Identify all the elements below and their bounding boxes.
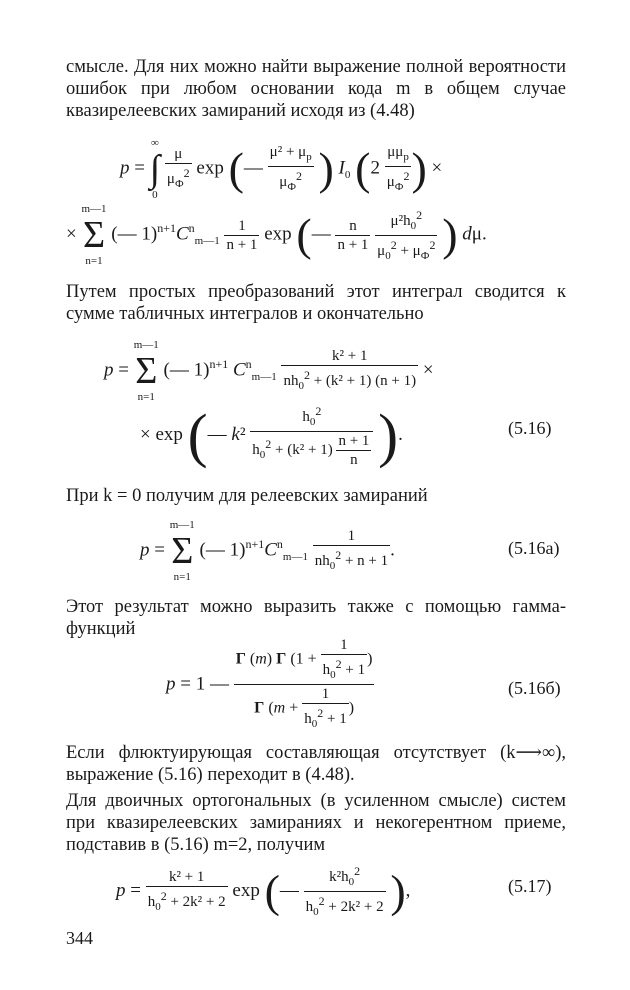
- paragraph-3: При k = 0 получим для релеевских замираний: [66, 486, 428, 506]
- equation-5-16-line1: p = m—1 Σ n=1 (— 1)$^{n+1}$ $C^n_{m—1}$ $\frac{\text{k² + 1}}{nh_0^2 + (k^2 + 1) (n + 1)}$ ×: [104, 339, 434, 403]
- paragraph-1: смысле. Для них можно найти выражение полной вероятности ошибок при любом основании кода m в общем случае квазирелеевских замираний исходя из (4.48): [66, 57, 566, 121]
- paragraph-5: Если флюктуирующая составляющая отсутствует (k⟶∞), выражение (5.16) переходит в (4.48).: [66, 743, 566, 785]
- equation-5-17: p = $\frac{\text{k² + 1}}{h_0^2 + 2k^2 + 2}$ exp (— $\frac{k^2h_0^2}{h_0^2 + 2k^2 + 2}$ ),: [116, 864, 411, 918]
- paragraph-4: Этот результат можно выразить также с помощью гамма-функций: [66, 597, 566, 639]
- paragraph-6: Для двоичных ортогональных (в усиленном смысле) систем при квазирелеевских замираниях и некогерентном приеме, подставив в (5.16) m=2, получим: [66, 791, 566, 855]
- equation-integral-line2: × m—1 Σ n=1 (— $1)^{n+1}C^n_{m—1}$ $\frac{1}{n + 1}$ exp (— $\frac{n}{n + 1}$ $\frac{\mu^2h_0^2}{\mu_0^2 + \mu_Ф^2}$ ) dμ.: [66, 203, 487, 267]
- equation-5-16b: p = 1 — Г (m) Г (1 + $\frac{1}{h_0^2 + 1}$ ) Г (m + $\frac{1}{h_0^2 + 1}$ ): [166, 637, 373, 730]
- equation-integral-line1: p = ∞ ∫ 0 $\frac{\mu}{\mu_Ф^2}$ exp (— $\frac{\mu^2 + \mu_p}{\mu_Ф^2}$ ) $I_0$ (2 $\frac{\mu\mu_p}{\mu_Ф^2}$ ) ×: [120, 137, 443, 201]
- equation-5-16-line2: × exp (— k² $h_0^2$ $h_0^2 + (k^2 + 1)$ $\frac{n + 1}{n}$ ).: [140, 402, 403, 469]
- paragraph-2: Путем простых преобразований этот интеграл сводится к сумме табличных интегралов и окончательно: [66, 282, 566, 324]
- equation-5-16a: p = m—1 Σ n=1 (— $1)^{n+1}C^n_{m—1}$ $\frac{1}{nh_0^2 + n + 1}$ .: [140, 519, 395, 583]
- equation-number-5-16a: (5.16а): [508, 538, 560, 558]
- equation-number-5-16b: (5.16б): [508, 678, 561, 698]
- page-number: 344: [66, 928, 93, 948]
- equation-number-5-16: (5.16): [508, 418, 552, 438]
- equation-number-5-17: (5.17): [508, 876, 552, 896]
